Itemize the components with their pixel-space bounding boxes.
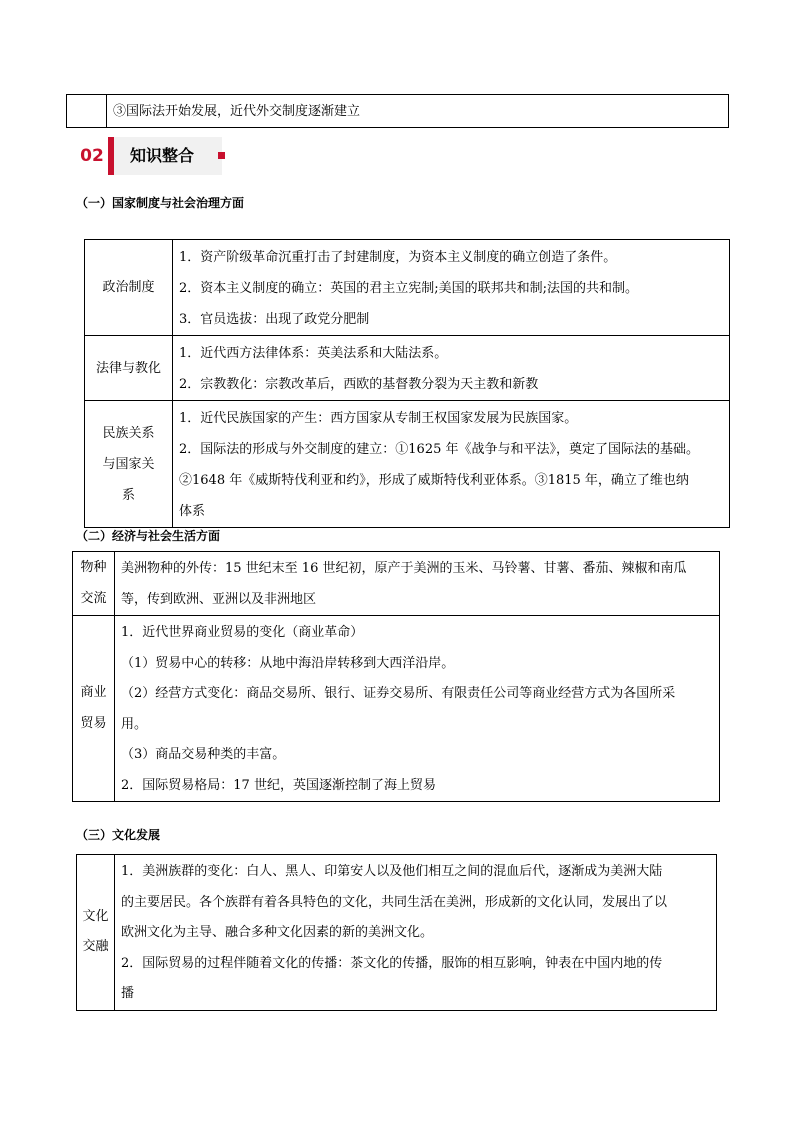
content-cell xyxy=(115,855,717,1011)
content-line: ②1648 年《威斯特伐利亚和约》，形成了威斯特伐利亚体系。③1815 年，确立了维也纳 xyxy=(179,473,689,488)
row-label-cell xyxy=(85,240,173,336)
row-label: 贸易 xyxy=(80,715,107,731)
section-title: 知识整合 xyxy=(130,146,195,165)
content-line: 美洲物种的外传：15 世纪末至 16 世纪初，原产于美洲的玉米、马铃薯、甘薯、番茄、辣椒和南瓜 xyxy=(121,561,687,576)
row-label-cell xyxy=(73,552,115,616)
content-line: 等，传到欧洲、亚洲以及非洲地区 xyxy=(121,591,317,607)
square-icon xyxy=(218,152,225,159)
content-line: 2．国际贸易格局：17 世纪，英国逐渐控制了海上贸易 xyxy=(121,777,436,793)
content-line: 的主要居民。各个族群有着各具特色的文化，共同生活在美洲，形成新的文化认同，发展出了以 xyxy=(121,894,668,910)
table-row xyxy=(85,240,730,336)
content-line: （1）贸易中心的转移：从地中海沿岸转移到大西洋沿岸。 xyxy=(121,655,455,671)
content-line: 用。 xyxy=(121,716,148,732)
content-cell xyxy=(173,401,730,528)
row-label: 交流 xyxy=(80,590,107,606)
content-line: 1．近代民族国家的产生：西方国家从专制王权国家发展为民族国家。 xyxy=(179,411,578,426)
content-line: ③国际法开始发展，近代外交制度逐渐建立 xyxy=(113,104,361,119)
section-number: 02 xyxy=(80,146,104,166)
row-label-cell xyxy=(85,336,173,401)
subheading-economy-society: （二）经济与社会生活方面 xyxy=(76,529,221,543)
content-cell xyxy=(115,552,720,616)
row-label-cell xyxy=(85,401,173,528)
content-line: 1．近代西方法律体系：英美法系和大陆法系。 xyxy=(179,346,448,361)
content-cell xyxy=(115,616,720,802)
content-cell xyxy=(173,336,730,401)
table-culture xyxy=(76,854,717,1011)
row-label: 物种 xyxy=(80,560,107,575)
table-row xyxy=(67,95,729,128)
row-label: 文化 xyxy=(82,908,109,924)
content-line: 1．美洲族群的变化：白人、黑人、印第安人以及他们相互之间的混血后代，逐渐成为美洲大陆 xyxy=(121,864,663,879)
row-label: 政治制度 xyxy=(102,280,155,295)
content-cell xyxy=(173,240,730,336)
content-line: 1．资产阶级革命沉重打击了封建制度，为资本主义制度的确立创造了条件。 xyxy=(179,250,617,265)
row-label: 与国家关 xyxy=(102,456,155,472)
row-label: 交融 xyxy=(82,939,109,955)
content-line: （2）经营方式变化：商品交易所、银行、证券交易所、有限责任公司等商业经营方式为各国所采 xyxy=(121,686,676,701)
content-cell xyxy=(107,95,729,128)
subheading-culture: （三）文化发展 xyxy=(76,828,161,842)
section-header xyxy=(76,137,228,175)
content-line: 2．国际贸易的过程伴随着文化的传播：茶文化的传播，服饰的相互影响，钟表在中国内地的传 xyxy=(121,955,663,971)
content-line: 2．资本主义制度的确立：英国的君主立宪制;美国的联邦共和制;法国的共和制。 xyxy=(179,281,639,296)
content-line: 播 xyxy=(121,986,135,1001)
row-label: 民族关系 xyxy=(102,425,155,441)
row-label-cell xyxy=(73,616,115,802)
content-line: 2．国际法的形成与外交制度的建立：①1625 年《战争与和平法》，奠定了国际法的基础。 xyxy=(179,442,699,457)
empty-cell xyxy=(67,95,107,128)
content-line: 体系 xyxy=(179,504,206,519)
content-line: 2．宗教教化：宗教改革后，西欧的基督教分裂为天主教和新教 xyxy=(179,377,539,392)
row-label: 商业 xyxy=(80,685,107,700)
content-line: 欧洲文化为主导、融合多种文化因素的新的美洲文化。 xyxy=(121,925,434,940)
table-row xyxy=(85,336,730,401)
content-line: 3．官员选拔：出现了政党分肥制 xyxy=(179,312,370,327)
content-line: 1．近代世界商业贸易的变化（商业革命） xyxy=(121,625,364,640)
table-row xyxy=(85,401,730,528)
subheading-state-governance: （一）国家制度与社会治理方面 xyxy=(76,196,245,210)
table-row xyxy=(73,616,720,802)
row-label: 法律与教化 xyxy=(95,360,161,376)
row-label-cell xyxy=(77,855,115,1011)
table-row xyxy=(73,552,720,616)
top-table-fragment xyxy=(66,94,729,128)
table-economy-society xyxy=(72,551,720,802)
table-state-governance xyxy=(84,239,730,528)
row-label: 系 xyxy=(121,487,135,503)
content-line: （3）商品交易种类的丰富。 xyxy=(121,747,286,762)
table-row xyxy=(77,855,717,1011)
